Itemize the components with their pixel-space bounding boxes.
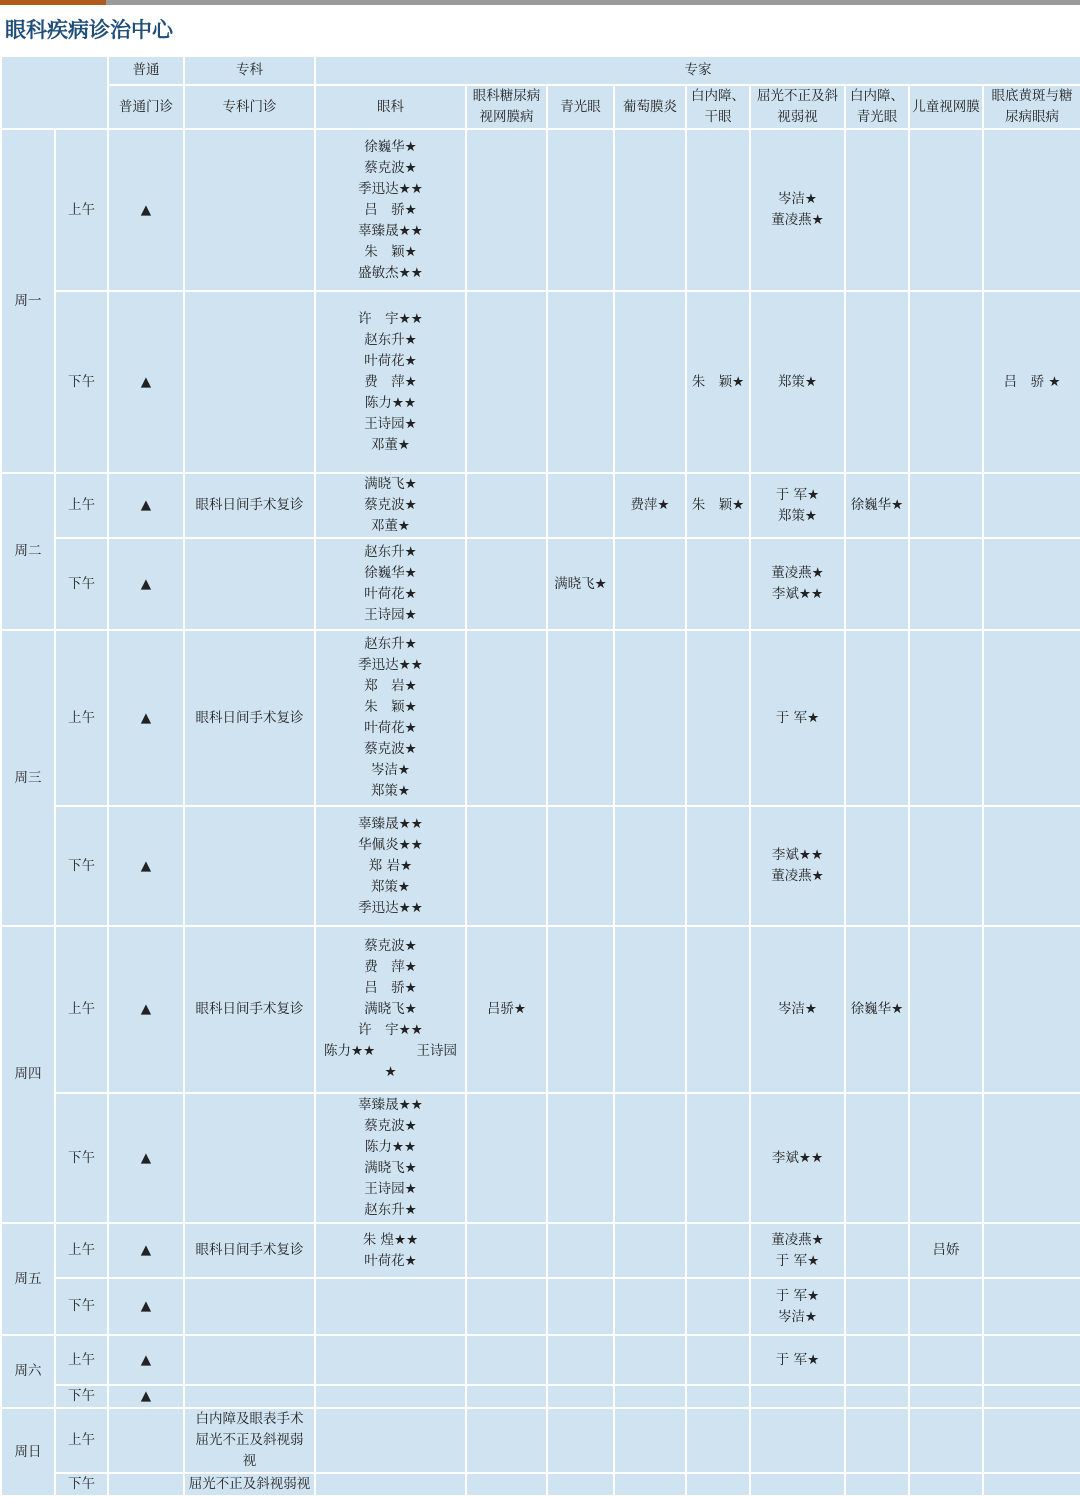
empty-cell [983,630,1080,806]
special-clinic-text: 眼科日间手术复诊 [184,473,315,538]
empty-cell [845,806,909,926]
doctor-name: 叶荷花★ [364,352,417,369]
empty-cell [466,291,547,473]
doctor-name: 郑 岩★ [368,857,413,874]
refraction-doctors-cell [750,1278,845,1335]
special-clinic-line: 屈光不正及斜视弱 [195,1432,304,1448]
header-row-columns [1,85,1080,129]
doctor-name: 李斌★★ [750,1093,845,1223]
eye-doctors-cell [315,806,466,926]
empty-cell [983,1408,1080,1473]
doctor-name: 陈力★★ [324,1043,376,1059]
empty-cell [983,806,1080,926]
header-col-uveitis: 葡萄膜炎 [614,85,686,129]
empty-cell [686,1408,750,1473]
empty-cell [686,1335,750,1385]
table-row [1,538,1080,630]
doctor-name: 陈力★★ [364,1139,417,1155]
doctor-name: 朱 颖★ [364,243,417,260]
period-label: 上午 [55,630,108,806]
empty-cell [315,1385,466,1408]
period-label: 上午 [55,473,108,538]
empty-cell [983,1335,1080,1385]
doctor-name: 郑策★ [370,878,411,895]
empty-cell [983,538,1080,630]
doctor-name: 徐巍华★ [364,565,417,581]
empty-cell [614,1385,686,1408]
empty-cell [614,630,686,806]
empty-cell [909,630,983,806]
header-col-child-retina: 儿童视网膜 [909,85,983,129]
refraction-doctors-cell [750,806,845,926]
special-clinic-cell [184,1335,315,1385]
doctor-name: 费 萍★ [364,373,417,390]
general-clinic-mark: ▲ [108,1278,184,1335]
empty-cell [315,1335,466,1385]
empty-cell [686,806,750,926]
table-row [1,473,1080,538]
general-clinic-mark: ▲ [108,1223,184,1278]
empty-cell [845,1385,909,1408]
empty-cell [845,630,909,806]
doctor-name: 董凌燕★ [771,565,824,581]
empty-cell [547,1335,614,1385]
general-clinic-mark: ▲ [108,630,184,806]
doctor-name: 许 宇★★ [358,310,423,327]
doctor-name: 岑洁★ [750,926,845,1093]
general-clinic-mark: ▲ [108,1335,184,1385]
header-col-diabetic-retinopathy: 眼科糖尿病视网膜病 [466,85,547,129]
empty-cell [845,1335,909,1385]
table-row [1,630,1080,806]
day-label-sun: 周日 [1,1408,55,1496]
empty-cell [614,806,686,926]
empty-cell [845,538,909,630]
special-clinic-cell [184,291,315,473]
doctor-name: 朱 颖★ [364,699,417,715]
empty-cell [547,1385,614,1408]
period-label: 下午 [55,1385,108,1408]
empty-cell [750,1408,845,1473]
doctor-name: 蔡克波★ [364,741,417,757]
refraction-doctors-cell [750,473,845,538]
header-col-fundus-macula: 眼底黄斑与糖尿病眼病 [983,85,1080,129]
doctor-name: 王诗园★ [364,607,417,623]
empty-cell [547,1473,614,1496]
doctor-name: 董凌燕★ [771,212,824,228]
empty-cell [686,926,750,1093]
doctor-name: 季迅达★★ [358,180,423,197]
table-row [1,1278,1080,1335]
period-label: 上午 [55,1223,108,1278]
doctor-name: 叶荷花★ [364,586,417,602]
empty-cell [466,538,547,630]
empty-cell [845,1408,909,1473]
doctor-name: 邓董★ [370,436,411,453]
empty-cell [845,1473,909,1496]
empty-cell [466,1278,547,1335]
doctor-name: 赵东升★ [364,331,417,348]
empty-cell [466,473,547,538]
doctor-name: 季迅达★★ [358,899,423,916]
empty-cell [909,1335,983,1385]
doctor-name: 赵东升★ [364,1202,417,1218]
doctor-name: 邓董★ [370,518,411,534]
refraction-doctors-cell [750,1223,845,1278]
general-clinic-mark: ▲ [108,129,184,291]
general-clinic-mark: ▲ [108,473,184,538]
doctor-name: 董凌燕★ [771,868,824,884]
empty-cell [614,1473,686,1496]
empty-cell [547,926,614,1093]
general-clinic-mark: ▲ [108,538,184,630]
doctor-name: 满晓飞★ [364,1001,417,1017]
empty-cell [686,1278,750,1335]
doctor-name: 徐巍华★ [845,926,909,1093]
doctor-name: 赵东升★ [364,544,417,560]
doctor-name: 吕 骄 ★ [983,291,1080,473]
empty-cell [909,473,983,538]
empty-cell [315,1408,466,1473]
header-col-cataract-dry-eye: 白内障、干眼 [686,85,750,129]
doctor-name: 费 萍★ [364,959,417,975]
general-clinic-cell [108,1408,184,1473]
special-clinic-cell [184,1408,315,1473]
doctor-name: 郑策★ [370,783,411,799]
empty-cell [686,1385,750,1408]
doctor-name: 许 宇★★ [358,1022,423,1038]
special-clinic-cell [184,538,315,630]
header-col-refraction-strabismus: 屈光不正及斜视弱视 [750,85,845,129]
empty-cell [614,1278,686,1335]
doctor-name: 费萍★ [614,473,686,538]
empty-cell [547,129,614,291]
doctor-name: 岑洁★ [370,762,411,778]
period-label: 下午 [55,291,108,473]
special-clinic-text: 眼科日间手术复诊 [184,1223,315,1278]
empty-cell [686,630,750,806]
doctor-name: 辜臻晟★★ [358,222,423,239]
empty-cell [466,1335,547,1385]
empty-cell [909,806,983,926]
special-clinic-text: 眼科日间手术复诊 [184,926,315,1093]
empty-cell [909,538,983,630]
header-row-groups [1,56,1080,85]
header-col-general: 普通门诊 [108,85,184,129]
doctor-name: 华佩炎★★ [358,836,423,853]
special-clinic-text: 屈光不正及斜视弱视 [184,1473,315,1496]
doctor-name: 郑 岩★ [364,678,417,694]
day-label-fri: 周五 [1,1223,55,1335]
doctor-name: 蔡克波★ [364,1118,417,1134]
doctor-name: 季迅达★★ [358,657,423,673]
doctor-name: 吕 骄★ [364,201,417,218]
empty-cell [547,1408,614,1473]
header-col-eye: 眼科 [315,85,466,129]
header-group-expert: 专家 [315,56,1080,85]
eye-doctors-cell [315,473,466,538]
day-label-tue: 周二 [1,473,55,630]
empty-cell [909,1278,983,1335]
empty-cell [686,538,750,630]
special-clinic-cell [184,806,315,926]
special-clinic-cell [184,129,315,291]
empty-cell [983,129,1080,291]
doctor-name: 朱 煌★★ [362,1231,419,1248]
table-row [1,129,1080,291]
empty-cell [547,1278,614,1335]
header-col-special: 专科门诊 [184,85,315,129]
empty-cell [983,1473,1080,1496]
empty-cell [909,1408,983,1473]
empty-cell [983,1223,1080,1278]
doctor-name: 徐巍华★ [364,138,417,155]
doctor-name: 吕骄★ [466,926,547,1093]
empty-cell [909,129,983,291]
doctor-name: 赵东升★ [364,636,417,652]
header-group-general: 普通 [108,56,184,85]
empty-cell [315,1473,466,1496]
empty-cell [983,1093,1080,1223]
empty-cell [845,129,909,291]
doctor-name: 李斌★★ [771,847,824,863]
doctor-name: 吕娇 [909,1223,983,1278]
doctor-name: 王诗园★ [364,415,417,432]
empty-cell [466,630,547,806]
doctor-name: 李斌★★ [771,586,824,602]
doctor-name: 陈力★★ [364,394,417,411]
header-group-special: 专科 [184,56,315,85]
period-label: 上午 [55,129,108,291]
empty-cell [547,473,614,538]
doctor-name: 叶荷花★ [364,1252,417,1269]
general-clinic-mark: ▲ [108,1093,184,1223]
doctor-name: 于 军★ [775,1287,820,1304]
empty-cell [909,1093,983,1223]
day-label-thu: 周四 [1,926,55,1223]
empty-cell [547,1093,614,1223]
eye-doctors-cell [315,291,466,473]
doctor-name: 满晓飞★ [364,476,417,492]
doctor-name: 于 军★ [775,486,820,503]
empty-cell [466,1093,547,1223]
header-corner-cell [1,56,108,129]
table-row [1,1223,1080,1278]
empty-cell [750,1473,845,1496]
doctor-name: 朱 颖★ [686,473,750,538]
special-clinic-line: 白内障及眼表手术 [195,1411,304,1427]
table-row [1,291,1080,473]
eye-doctors-cell [315,926,466,1093]
empty-cell [686,129,750,291]
general-clinic-mark: ▲ [108,806,184,926]
empty-cell [750,1385,845,1408]
empty-cell [909,1473,983,1496]
doctor-name: 朱 颖★ [686,291,750,473]
table-row [1,1408,1080,1473]
general-clinic-mark: ▲ [108,291,184,473]
doctor-name: 徐巍华★ [845,473,909,538]
period-label: 下午 [55,1473,108,1496]
doctor-name: 王诗园 [416,1043,457,1059]
page-title: 眼科疾病诊治中心 [5,18,173,42]
empty-cell [686,1093,750,1223]
empty-cell [547,630,614,806]
eye-doctors-cell [315,1093,466,1223]
empty-cell [466,806,547,926]
special-clinic-cell [184,1093,315,1223]
doctor-name: 于 军★ [750,1335,845,1385]
doctor-name: 叶荷花★ [364,720,417,736]
eye-doctors-cell [315,630,466,806]
period-label: 上午 [55,1335,108,1385]
table-row [1,1473,1080,1496]
table-row [1,926,1080,1093]
period-label: 下午 [55,806,108,926]
empty-cell [466,1385,547,1408]
schedule-table [0,55,1080,1497]
empty-cell [547,806,614,926]
special-clinic-text: 眼科日间手术复诊 [184,630,315,806]
doctor-name: 于 军★ [775,1252,820,1269]
top-decor-bar [0,0,1080,5]
doctor-name: 岑洁★ [777,1308,818,1325]
empty-cell [614,1223,686,1278]
day-label-wed: 周三 [1,630,55,926]
empty-cell [466,1223,547,1278]
empty-cell [614,129,686,291]
eye-doctors-cell [315,1223,466,1278]
doctor-name: 王诗园★ [364,1181,417,1197]
empty-cell [909,291,983,473]
empty-cell [983,1385,1080,1408]
doctor-name: 满晓飞★ [547,538,614,630]
empty-cell [845,1223,909,1278]
doctor-name: 蔡克波★ [364,938,417,954]
empty-cell [845,1278,909,1335]
general-clinic-mark: ▲ [108,1385,184,1408]
empty-cell [614,291,686,473]
doctor-name: 盛敏杰★★ [358,264,423,281]
refraction-doctors-cell [750,129,845,291]
table-row [1,1385,1080,1408]
empty-cell [983,1278,1080,1335]
empty-cell [614,926,686,1093]
empty-cell [614,538,686,630]
doctor-name: 蔡克波★ [364,497,417,513]
doctor-name: 辜臻晟★★ [358,815,423,832]
empty-cell [614,1408,686,1473]
empty-cell [466,1408,547,1473]
header-col-glaucoma: 青光眼 [547,85,614,129]
doctor-name: 蔡克波★ [364,159,417,176]
period-label: 上午 [55,1408,108,1473]
special-clinic-cell [184,1385,315,1408]
doctor-name: 于 军★ [750,630,845,806]
eye-doctors-cell [315,129,466,291]
empty-cell [983,926,1080,1093]
top-accent-bar [0,0,106,5]
empty-cell [983,473,1080,538]
general-clinic-cell [108,1473,184,1496]
empty-cell [547,1223,614,1278]
doctor-name-tail: ★ [384,1064,397,1080]
eye-doctors-cell [315,538,466,630]
empty-cell [909,926,983,1093]
empty-cell [315,1278,466,1335]
empty-cell [466,129,547,291]
period-label: 上午 [55,926,108,1093]
empty-cell [614,1335,686,1385]
doctor-name: 郑策★ [777,507,818,524]
header-col-cataract-glaucoma: 白内障、青光眼 [845,85,909,129]
doctor-name: 吕 骄★ [364,980,417,996]
table-row [1,1093,1080,1223]
empty-cell [845,1093,909,1223]
doctor-name: 满晓飞★ [364,1160,417,1176]
period-label: 下午 [55,538,108,630]
special-clinic-line: 视 [242,1453,257,1469]
doctor-name: 岑洁★ [777,191,818,207]
special-clinic-cell [184,1278,315,1335]
general-clinic-mark: ▲ [108,926,184,1093]
empty-cell [466,1473,547,1496]
empty-cell [547,291,614,473]
empty-cell [909,1385,983,1408]
table-row [1,806,1080,926]
table-row [1,1335,1080,1385]
doctor-name: 董凌燕★ [771,1231,824,1248]
period-label: 下午 [55,1278,108,1335]
refraction-doctors-cell [750,538,845,630]
day-label-sat: 周六 [1,1335,55,1408]
day-label-mon: 周一 [1,129,55,473]
doctor-name: 郑策★ [750,291,845,473]
empty-cell [686,1223,750,1278]
empty-cell [614,1093,686,1223]
period-label: 下午 [55,1093,108,1223]
empty-cell [845,291,909,473]
doctor-name-pair [318,1041,463,1062]
empty-cell [686,1473,750,1496]
doctor-name: 辜臻晟★★ [358,1097,423,1113]
